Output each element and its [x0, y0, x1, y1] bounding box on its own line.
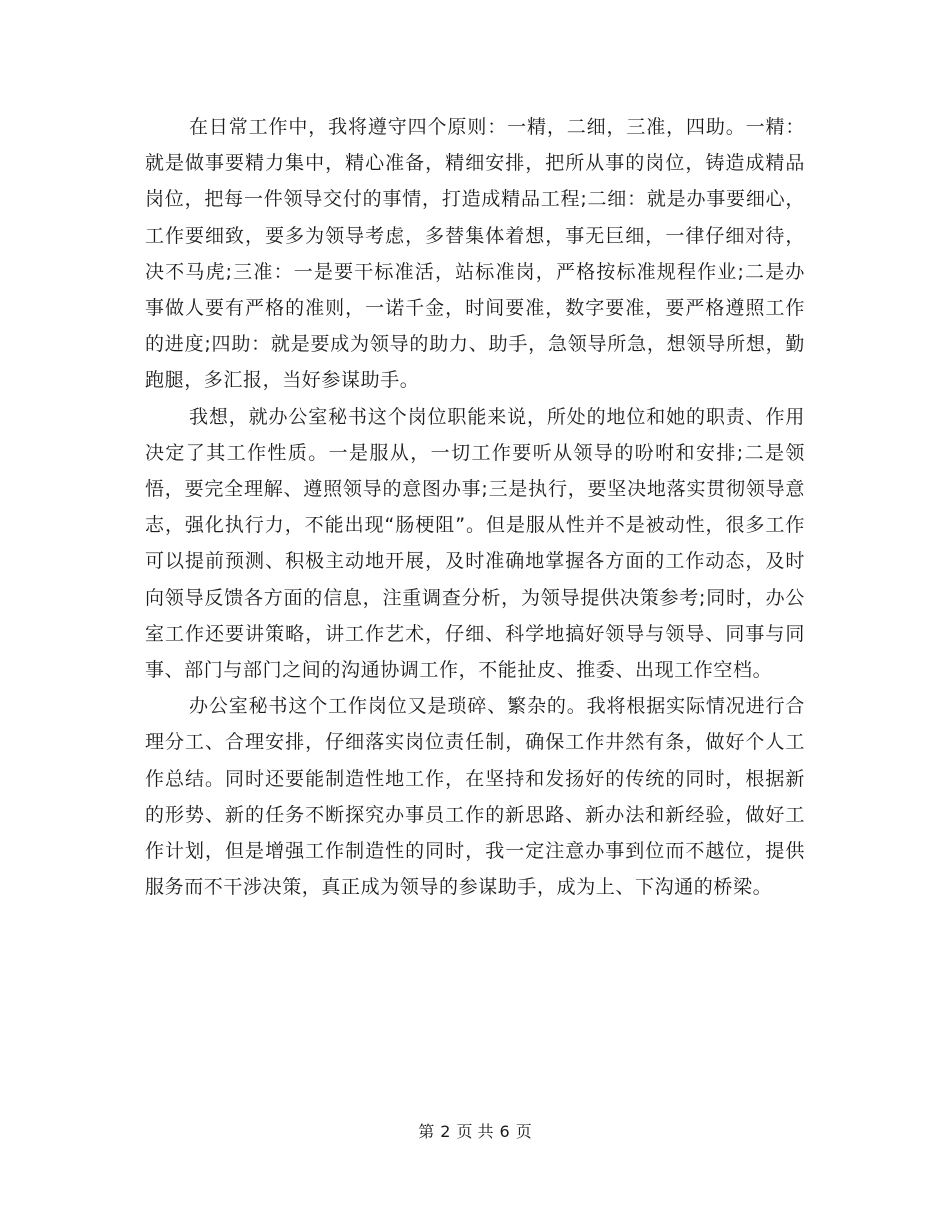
footer-suffix: 页: [515, 1122, 532, 1141]
body-text: [145, 109, 805, 905]
paragraph-principles: 在日常工作中，我将遵守四个原则：一精，二细，三准，四助。一精：就是做事要精力集中，精心准备，精细安排，把所从事的岗位，铸造成精品岗位，把每一件领导交付的事情，打造成精品工程;二细：就是办事要细心，工作要细致，要多为领导考虑，多替集体着想，事无巨细，一律仔细对待，决不马虎;三准：一是要干标准活，站标准岗，严格按标准规程作业;二是办事做人要有严格的准则，一诺千金，时间要准，数字要准，要严格遵照工作的进度;四助：就是要成为领导的助力、助手，急领导所急，想领导所想，勤跑腿，多汇报，当好参谋助手。: [145, 116, 805, 392]
paragraph-job-nature: 我想，就办公室秘书这个岗位职能来说，所处的地位和她的职责、作用决定了其工作性质。一是服从，一切工作要听从领导的吩咐和安排;二是领悟，要完全理解、遵照领导的意图办事;三是执行，要坚决地落实贯彻领导意志，强化执行力，不能出现“肠梗阻”。但是服从性并不是被动性，很多工作可以提前预测、积极主动地开展，及时准确地掌握各方面的工作动态，及时向领导反馈各方面的信息，注重调查分析，为领导提供决策参考;同时，办公室工作还要讲策略，讲工作艺术，仔细、科学地搞好领导与领导、同事与同事、部门与部门之间的沟通协调工作，不能扯皮、推委、出现工作空档。: [145, 405, 805, 682]
page-footer: [0, 1122, 950, 1142]
footer-middle: 页 共: [456, 1122, 494, 1141]
footer-current-page: 2: [440, 1122, 451, 1141]
footer-prefix: 第: [418, 1122, 435, 1141]
paragraph-work-plan: 办公室秘书这个工作岗位又是琐碎、繁杂的。我将根据实际情况进行合理分工、合理安排，仔细落实岗位责任制，确保工作井然有条，做好个人工作总结。同时还要能制造性地工作，在坚持和发扬好的传统的同时，根据新的形势、新的任务不断探究办事员工作的新思路、新办法和新经验，做好工作计划，但是增强工作制造性的同时，我一定注意办事到位而不越位，提供服务而不干涉决策，真正成为领导的参谋助手，成为上、下沟通的桥梁。: [145, 695, 805, 899]
footer-total-pages: 6: [499, 1122, 510, 1141]
